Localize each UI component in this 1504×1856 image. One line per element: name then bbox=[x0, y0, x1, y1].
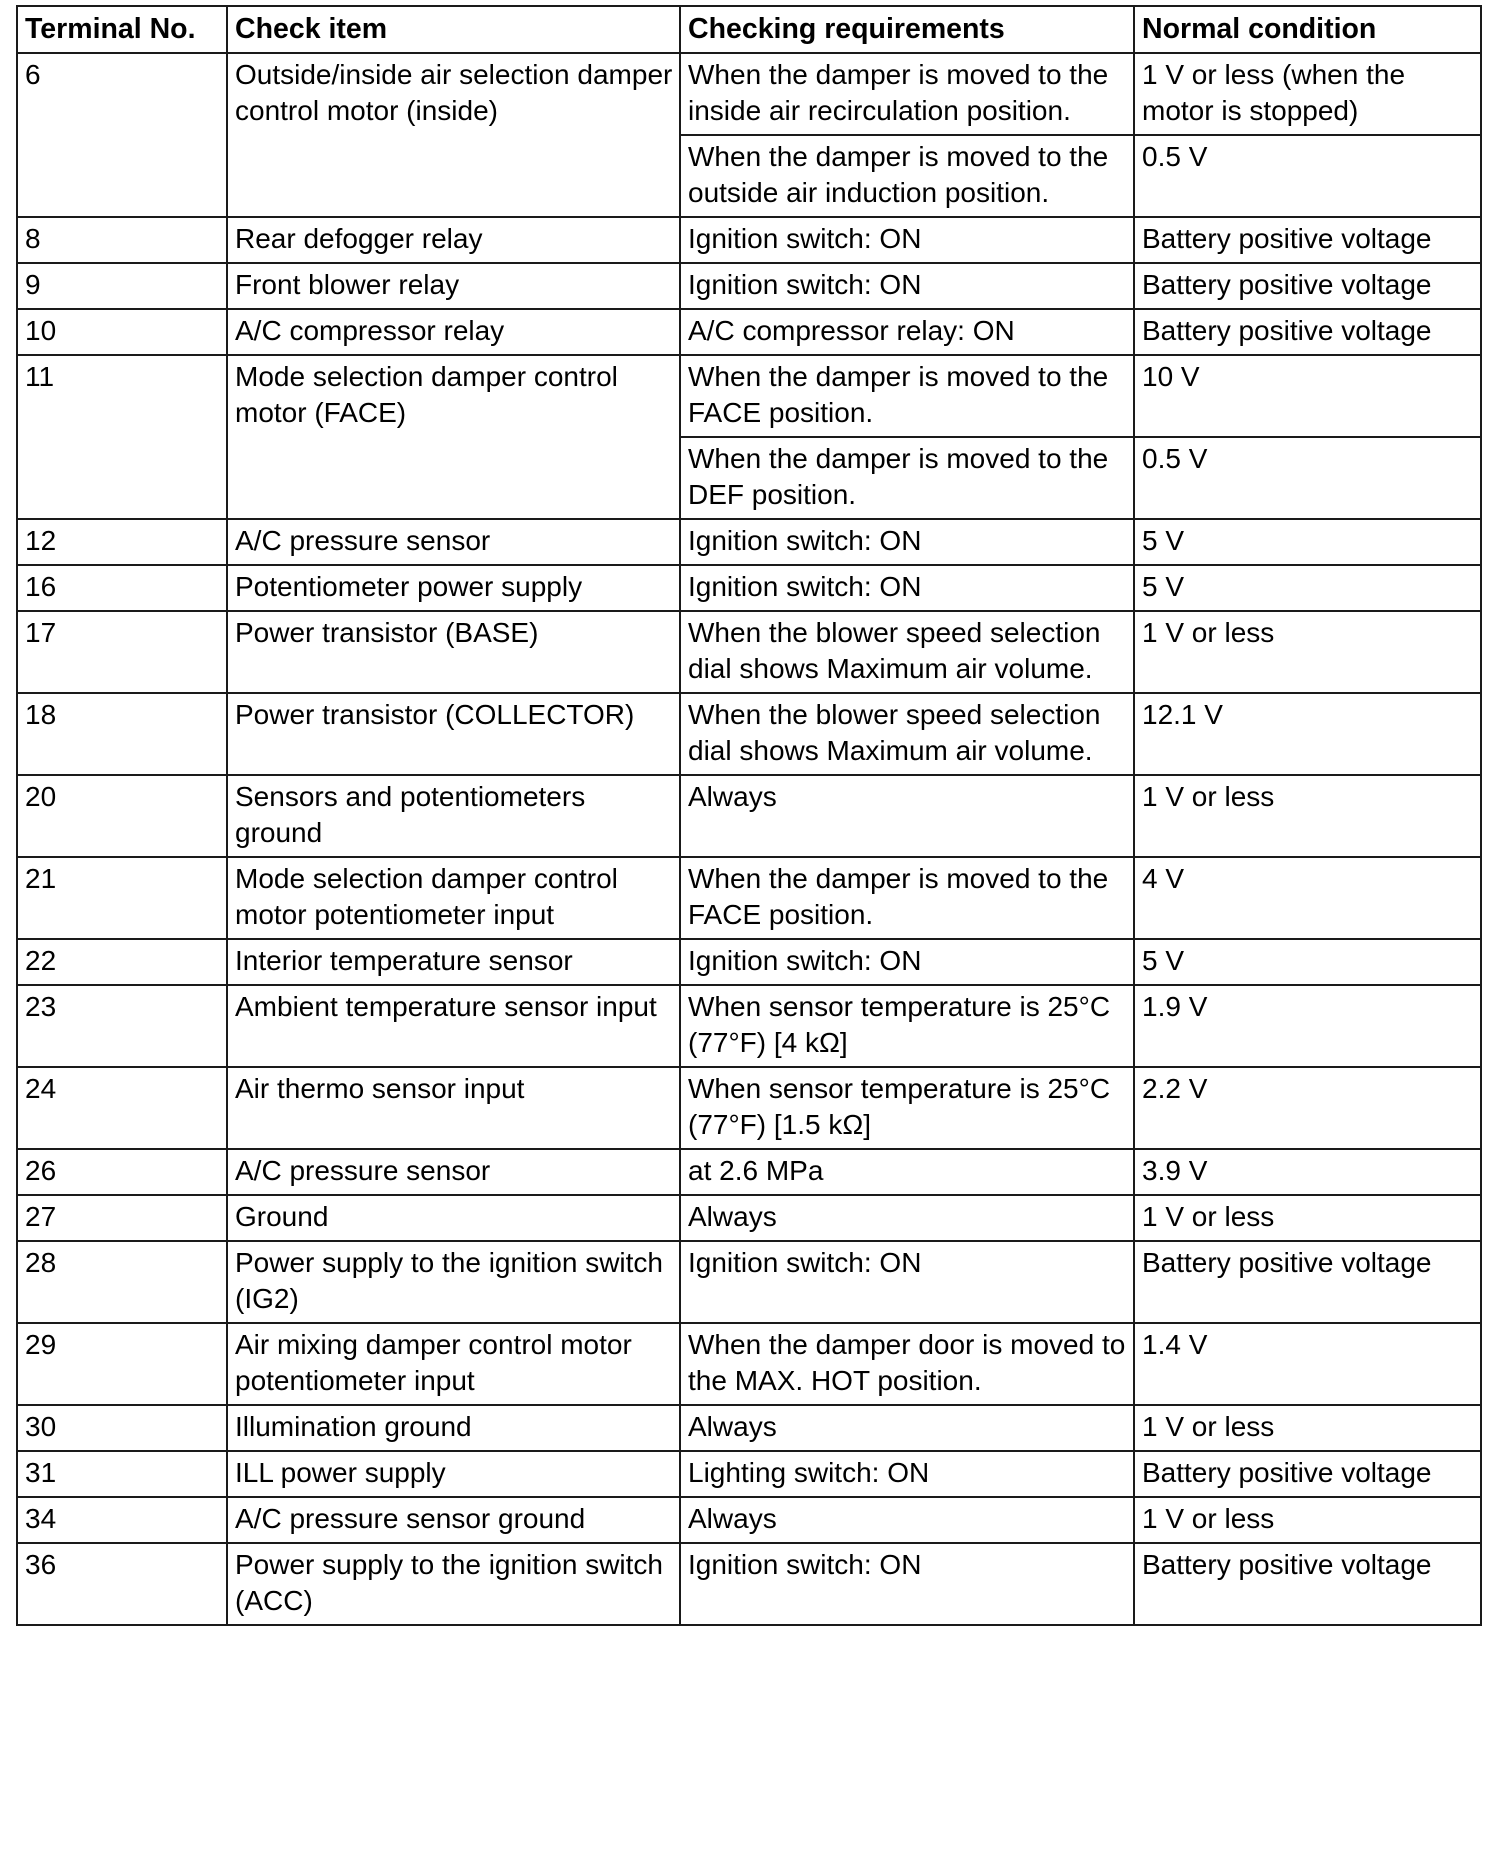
checking-requirement-cell: Always bbox=[680, 1195, 1134, 1241]
normal-condition-cell: Battery positive voltage bbox=[1134, 1451, 1481, 1497]
check-item-cell: Air thermo sensor input bbox=[227, 1067, 680, 1149]
normal-condition-cell: 5 V bbox=[1134, 565, 1481, 611]
check-item-cell: Power supply to the ignition switch (IG2) bbox=[227, 1241, 680, 1323]
normal-condition-cell: 1 V or less bbox=[1134, 1405, 1481, 1451]
normal-condition-cell: 5 V bbox=[1134, 519, 1481, 565]
terminal-no-cell: 34 bbox=[17, 1497, 227, 1543]
checking-requirement-cell: Always bbox=[680, 1497, 1134, 1543]
checking-requirement-cell: Ignition switch: ON bbox=[680, 565, 1134, 611]
table-row bbox=[17, 775, 1481, 857]
terminal-check-table bbox=[16, 5, 1482, 1626]
checking-requirement-cell: When sensor temperature is 25°C (77°F) [1.5 kΩ] bbox=[680, 1067, 1134, 1149]
terminal-no-cell: 16 bbox=[17, 565, 227, 611]
check-item-cell: Sensors and potentiometers ground bbox=[227, 775, 680, 857]
check-item-cell: Front blower relay bbox=[227, 263, 680, 309]
checking-requirement-cell: When the damper is moved to the FACE position. bbox=[680, 857, 1134, 939]
normal-condition-cell: 1 V or less bbox=[1134, 611, 1481, 693]
normal-condition-cell: 12.1 V bbox=[1134, 693, 1481, 775]
terminal-no-cell: 27 bbox=[17, 1195, 227, 1241]
checking-requirement-cell: Ignition switch: ON bbox=[680, 217, 1134, 263]
check-item-cell: Power supply to the ignition switch (ACC) bbox=[227, 1543, 680, 1625]
terminal-no-cell: 20 bbox=[17, 775, 227, 857]
checking-requirement-cell: Lighting switch: ON bbox=[680, 1451, 1134, 1497]
table-row bbox=[17, 985, 1481, 1067]
normal-condition-cell: 4 V bbox=[1134, 857, 1481, 939]
check-item-cell: Ambient temperature sensor input bbox=[227, 985, 680, 1067]
table-row bbox=[17, 217, 1481, 263]
normal-condition-cell: 10 V bbox=[1134, 355, 1481, 437]
normal-condition-cell: Battery positive voltage bbox=[1134, 1241, 1481, 1323]
normal-condition-cell: 1.4 V bbox=[1134, 1323, 1481, 1405]
terminal-no-cell: 28 bbox=[17, 1241, 227, 1323]
checking-requirement-cell: Ignition switch: ON bbox=[680, 1241, 1134, 1323]
table-row bbox=[17, 1195, 1481, 1241]
normal-condition-cell: 2.2 V bbox=[1134, 1067, 1481, 1149]
normal-condition-cell: Battery positive voltage bbox=[1134, 1543, 1481, 1625]
table-body bbox=[17, 53, 1481, 1625]
table-row bbox=[17, 939, 1481, 985]
checking-requirement-cell: When the damper is moved to the outside air induction position. bbox=[680, 135, 1134, 217]
check-item-cell: Ground bbox=[227, 1195, 680, 1241]
table-row bbox=[17, 1405, 1481, 1451]
table-row bbox=[17, 263, 1481, 309]
table-row bbox=[17, 519, 1481, 565]
checking-requirement-cell: When the blower speed selection dial shows Maximum air volume. bbox=[680, 611, 1134, 693]
table-row bbox=[17, 857, 1481, 939]
normal-condition-cell: 1 V or less bbox=[1134, 1195, 1481, 1241]
terminal-no-cell: 18 bbox=[17, 693, 227, 775]
normal-condition-cell: 5 V bbox=[1134, 939, 1481, 985]
terminal-no-cell: 31 bbox=[17, 1451, 227, 1497]
checking-requirement-cell: at 2.6 MPa bbox=[680, 1149, 1134, 1195]
normal-condition-cell: 1.9 V bbox=[1134, 985, 1481, 1067]
checking-requirement-cell: When the damper is moved to the FACE position. bbox=[680, 355, 1134, 437]
checking-requirement-cell: Ignition switch: ON bbox=[680, 939, 1134, 985]
normal-condition-cell: 1 V or less bbox=[1134, 1497, 1481, 1543]
terminal-no-cell: 24 bbox=[17, 1067, 227, 1149]
terminal-no-cell: 12 bbox=[17, 519, 227, 565]
header-terminal-no: Terminal No. bbox=[17, 6, 227, 53]
check-item-cell: A/C pressure sensor ground bbox=[227, 1497, 680, 1543]
table-row bbox=[17, 309, 1481, 355]
normal-condition-cell: 0.5 V bbox=[1134, 437, 1481, 519]
terminal-no-cell: 21 bbox=[17, 857, 227, 939]
normal-condition-cell: Battery positive voltage bbox=[1134, 309, 1481, 355]
check-item-cell: Mode selection damper control motor (FACE) bbox=[227, 355, 680, 519]
check-item-cell: Rear defogger relay bbox=[227, 217, 680, 263]
normal-condition-cell: 1 V or less (when the motor is stopped) bbox=[1134, 53, 1481, 135]
terminal-no-cell: 26 bbox=[17, 1149, 227, 1195]
normal-condition-cell: Battery positive voltage bbox=[1134, 217, 1481, 263]
terminal-no-cell: 8 bbox=[17, 217, 227, 263]
terminal-no-cell: 9 bbox=[17, 263, 227, 309]
normal-condition-cell: 3.9 V bbox=[1134, 1149, 1481, 1195]
header-checking-requirements: Checking requirements bbox=[680, 6, 1134, 53]
checking-requirement-cell: A/C compressor relay: ON bbox=[680, 309, 1134, 355]
table-row bbox=[17, 1067, 1481, 1149]
check-item-cell: ILL power supply bbox=[227, 1451, 680, 1497]
table-row bbox=[17, 1451, 1481, 1497]
check-item-cell: Air mixing damper control motor potentiometer input bbox=[227, 1323, 680, 1405]
terminal-no-cell: 36 bbox=[17, 1543, 227, 1625]
terminal-no-cell: 17 bbox=[17, 611, 227, 693]
checking-requirement-cell: When the damper is moved to the inside air recirculation position. bbox=[680, 53, 1134, 135]
terminal-no-cell: 10 bbox=[17, 309, 227, 355]
checking-requirement-cell: Ignition switch: ON bbox=[680, 519, 1134, 565]
table-row bbox=[17, 53, 1481, 135]
check-item-cell: Power transistor (COLLECTOR) bbox=[227, 693, 680, 775]
table-row bbox=[17, 355, 1481, 437]
terminal-no-cell: 22 bbox=[17, 939, 227, 985]
table-row bbox=[17, 611, 1481, 693]
checking-requirement-cell: Always bbox=[680, 1405, 1134, 1451]
check-item-cell: Illumination ground bbox=[227, 1405, 680, 1451]
terminal-no-cell: 23 bbox=[17, 985, 227, 1067]
check-item-cell: A/C compressor relay bbox=[227, 309, 680, 355]
checking-requirement-cell: Ignition switch: ON bbox=[680, 263, 1134, 309]
terminal-no-cell: 6 bbox=[17, 53, 227, 217]
table-row bbox=[17, 1543, 1481, 1625]
check-item-cell: Potentiometer power supply bbox=[227, 565, 680, 611]
check-item-cell: Interior temperature sensor bbox=[227, 939, 680, 985]
check-item-cell: A/C pressure sensor bbox=[227, 519, 680, 565]
checking-requirement-cell: When the blower speed selection dial shows Maximum air volume. bbox=[680, 693, 1134, 775]
checking-requirement-cell: Always bbox=[680, 775, 1134, 857]
header-row bbox=[17, 6, 1481, 53]
check-item-cell: A/C pressure sensor bbox=[227, 1149, 680, 1195]
table-header bbox=[17, 6, 1481, 53]
normal-condition-cell: 0.5 V bbox=[1134, 135, 1481, 217]
table-row bbox=[17, 1149, 1481, 1195]
normal-condition-cell: Battery positive voltage bbox=[1134, 263, 1481, 309]
normal-condition-cell: 1 V or less bbox=[1134, 775, 1481, 857]
table-row bbox=[17, 1497, 1481, 1543]
terminal-no-cell: 11 bbox=[17, 355, 227, 519]
check-item-cell: Outside/inside air selection damper control motor (inside) bbox=[227, 53, 680, 217]
check-item-cell: Mode selection damper control motor potentiometer input bbox=[227, 857, 680, 939]
terminal-no-cell: 30 bbox=[17, 1405, 227, 1451]
checking-requirement-cell: Ignition switch: ON bbox=[680, 1543, 1134, 1625]
terminal-check-table-container bbox=[16, 5, 1480, 1626]
table-row bbox=[17, 1241, 1481, 1323]
header-normal-condition: Normal condition bbox=[1134, 6, 1481, 53]
terminal-no-cell: 29 bbox=[17, 1323, 227, 1405]
header-check-item: Check item bbox=[227, 6, 680, 53]
checking-requirement-cell: When the damper door is moved to the MAX. HOT position. bbox=[680, 1323, 1134, 1405]
check-item-cell: Power transistor (BASE) bbox=[227, 611, 680, 693]
checking-requirement-cell: When sensor temperature is 25°C (77°F) [4 kΩ] bbox=[680, 985, 1134, 1067]
checking-requirement-cell: When the damper is moved to the DEF position. bbox=[680, 437, 1134, 519]
table-row bbox=[17, 1323, 1481, 1405]
table-row bbox=[17, 565, 1481, 611]
table-row bbox=[17, 693, 1481, 775]
